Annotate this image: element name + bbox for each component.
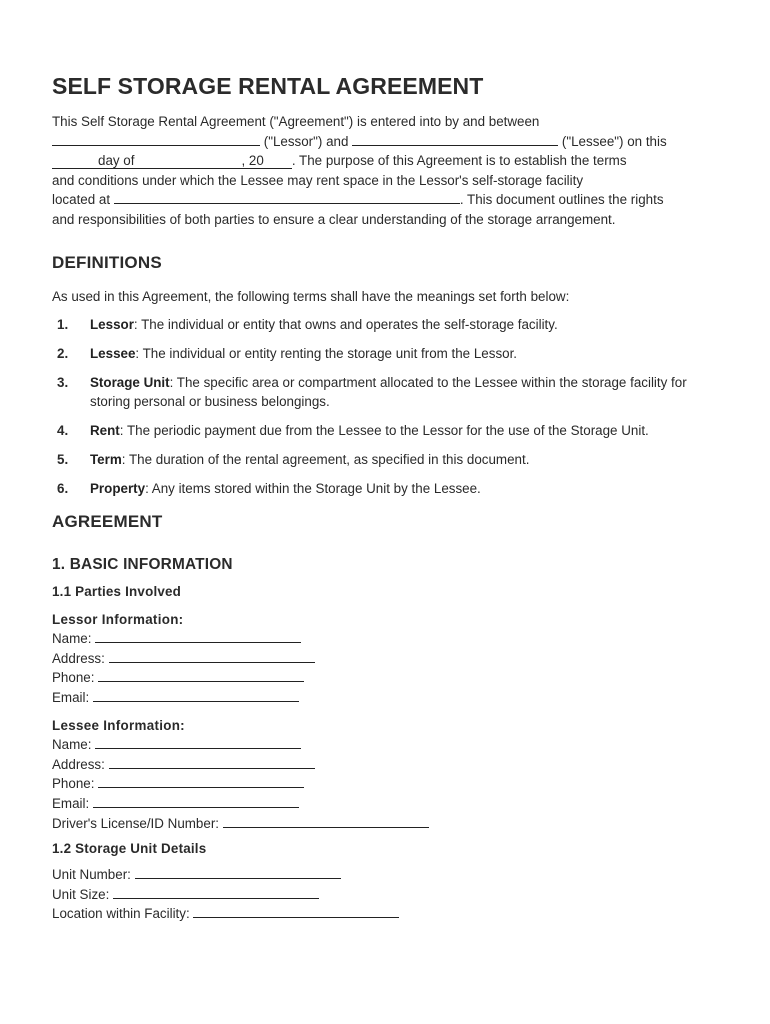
- document-page: [52, 72, 718, 924]
- basic-information-heading: 1. BASIC INFORMATION: [52, 555, 233, 573]
- definition-term: Lessee: [90, 345, 136, 361]
- lessee-label: ("Lessee") on this: [561, 133, 667, 149]
- definition-text: : The periodic payment due from the Lessee to the Lessor for the use of the Storage Unit.: [119, 423, 649, 439]
- field-label: Driver's License/ID Number:: [52, 815, 220, 831]
- document-title: SELF STORAGE RENTAL AGREEMENT: [52, 73, 484, 99]
- field-label: Name:: [52, 737, 92, 753]
- parties-involved-heading: 1.1 Parties Involved: [52, 583, 182, 599]
- lessor-phone-row: [52, 668, 718, 688]
- definition-text: : Any items stored within the Storage Unit by the Lessee.: [145, 481, 481, 497]
- item-number: 3.: [57, 374, 69, 390]
- list-item: [52, 450, 718, 470]
- unit-number-field[interactable]: [135, 865, 341, 879]
- lessor-information-heading: Lessor Information:: [52, 611, 184, 627]
- field-label: Address:: [52, 756, 105, 772]
- intro-line-6: and responsibilities of both parties to ensure a clear understanding of the storage arrangement.: [52, 211, 616, 227]
- unit-size-field[interactable]: [113, 885, 319, 899]
- field-label: Name:: [52, 631, 92, 647]
- lessee-license-row: [52, 814, 718, 834]
- lessor-name-field[interactable]: [95, 629, 301, 643]
- definition-text: : The specific area or compartment allocated to the Lessee within the storage facility for storing personal or business belongings.: [90, 374, 687, 410]
- definitions-lead: As used in this Agreement, the following terms shall have the meanings set forth below:: [52, 288, 570, 304]
- definition-text: : The individual or entity that owns and operates the self-storage facility.: [133, 316, 558, 332]
- unit-location-field[interactable]: [193, 904, 399, 918]
- definitions-list: [52, 315, 718, 499]
- year-label: , 20: [241, 153, 264, 169]
- lessee-phone-field[interactable]: [98, 774, 304, 788]
- list-item: [52, 421, 718, 441]
- lessor-label: ("Lessor") and: [263, 133, 349, 149]
- list-item: [52, 315, 718, 335]
- day-of-label: day of: [98, 153, 135, 169]
- lessor-information: [52, 610, 718, 708]
- lessee-address-row: [52, 755, 718, 775]
- definition-term: Property: [90, 481, 146, 497]
- unit-size-row: [52, 885, 718, 905]
- agreement-heading: AGREEMENT: [52, 511, 163, 531]
- lessee-email-row: [52, 794, 718, 814]
- list-item: [52, 373, 718, 412]
- definition-term: Lessor: [90, 316, 134, 332]
- lessor-address-row: [52, 649, 718, 669]
- definition-text: : The individual or entity renting the storage unit from the Lessor.: [135, 345, 518, 361]
- field-label: Address:: [52, 650, 105, 666]
- unit-number-row: [52, 865, 718, 885]
- intro-line-3: . The purpose of this Agreement is to establish the terms: [291, 153, 627, 169]
- item-number: 1.: [57, 316, 69, 332]
- intro-line-4: and conditions under which the Lessee may rent space in the Lessor's self-storage facility: [52, 172, 584, 188]
- lessee-license-field[interactable]: [223, 814, 429, 828]
- field-label: Email:: [52, 689, 90, 705]
- definition-term: Storage Unit: [90, 374, 170, 390]
- lessee-name-row: [52, 735, 718, 755]
- lessee-name-field[interactable]: [95, 735, 301, 749]
- lessor-name-blank[interactable]: [52, 132, 260, 146]
- located-at-label: located at: [52, 192, 111, 208]
- list-item: [52, 479, 718, 499]
- lessor-name-row: [52, 629, 718, 649]
- lessee-information: [52, 716, 718, 834]
- list-item: [52, 344, 718, 364]
- location-blank[interactable]: [114, 190, 460, 204]
- definition-term: Term: [90, 452, 122, 468]
- item-number: 5.: [57, 452, 69, 468]
- lessor-email-field[interactable]: [93, 688, 299, 702]
- lessor-email-row: [52, 688, 718, 708]
- lessor-address-field[interactable]: [109, 649, 315, 663]
- field-label: Location within Facility:: [52, 906, 190, 922]
- intro-line-1: This Self Storage Rental Agreement ("Agreement") is entered into by and between: [52, 114, 540, 129]
- field-label: Phone:: [52, 670, 95, 686]
- year-blank[interactable]: [241, 154, 291, 169]
- item-number: 2.: [57, 345, 69, 361]
- field-label: Unit Number:: [52, 867, 131, 883]
- storage-unit-details: [52, 865, 718, 924]
- definitions-heading: DEFINITIONS: [52, 252, 162, 272]
- lessee-email-field[interactable]: [93, 794, 299, 808]
- field-label: Email:: [52, 795, 90, 811]
- item-number: 4.: [57, 423, 69, 439]
- day-blank[interactable]: [52, 154, 241, 169]
- lessor-phone-field[interactable]: [98, 668, 304, 682]
- definition-text: : The duration of the rental agreement, as specified in this document.: [121, 452, 530, 468]
- unit-location-row: [52, 904, 718, 924]
- lessee-phone-row: [52, 774, 718, 794]
- lessee-information-heading: Lessee Information:: [52, 717, 185, 733]
- storage-unit-details-heading: 1.2 Storage Unit Details: [52, 841, 207, 857]
- lessee-address-field[interactable]: [109, 755, 315, 769]
- field-label: Unit Size:: [52, 886, 110, 902]
- intro-line-5: . This document outlines the rights: [459, 192, 664, 208]
- item-number: 6.: [57, 481, 69, 497]
- definition-term: Rent: [90, 423, 120, 439]
- intro-paragraph: [52, 112, 718, 230]
- lessee-name-blank[interactable]: [352, 132, 558, 146]
- field-label: Phone:: [52, 776, 95, 792]
